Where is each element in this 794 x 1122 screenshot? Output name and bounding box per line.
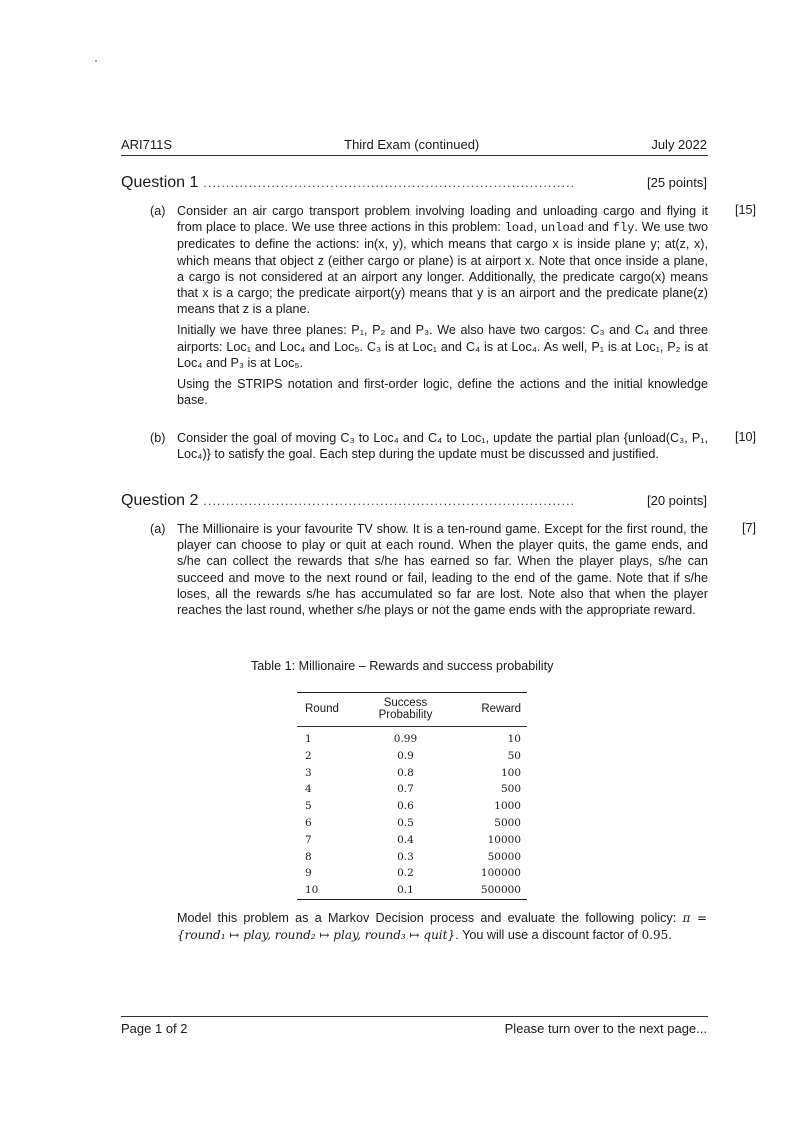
text: . You will use a discount factor of	[455, 928, 642, 942]
course-code: ARI711S	[121, 137, 173, 152]
round-cell: 1	[305, 733, 312, 745]
part-label: (a)	[150, 522, 166, 536]
table-row	[297, 849, 527, 866]
paragraph: The Millionaire is your favourite TV show. It is a ten-round game. Except for the first round, the player can choose to play or quit at each round. When the player quits, the game ends, and s/he can collect the rewards that s/he has earned so far. When the player plays, s/he can succeed and move to the next round or fail, leading to the end of the game. Note that if s/he loses, all the rewards s/he has accumulated so far are lost. Note also that when the player reaches the last round, whether s/he plays or not the game ends with the appropriate reward.	[177, 522, 708, 618]
paragraph	[177, 203, 708, 317]
reward-cell: 100000	[480, 867, 521, 880]
rewards-table	[297, 692, 527, 900]
reward-cell: 1000	[494, 800, 521, 813]
question-1b	[150, 430, 708, 467]
column-header: Reward	[459, 693, 527, 727]
reward-cell: 5000	[494, 816, 521, 829]
part-body	[177, 203, 708, 408]
table-row	[297, 727, 527, 748]
policy-expression: π = {round₁ ↦ play, round₂ ↦ play, round₃ ↦ quit}	[177, 911, 707, 942]
text: .	[668, 928, 672, 942]
part-body	[177, 521, 708, 618]
part-marks: [10]	[735, 430, 757, 444]
action-fly: fly	[612, 221, 635, 236]
question-title: Question 1	[121, 174, 199, 191]
text: and	[584, 220, 613, 235]
question-1-heading	[121, 174, 707, 192]
reward-cell: 500	[500, 783, 521, 796]
table-row	[297, 832, 527, 849]
reward-cell: 100	[500, 766, 521, 779]
round-cell: 8	[305, 850, 312, 863]
question-1a	[150, 203, 708, 413]
discount-factor: 0.95	[641, 928, 669, 942]
round-cell: 2	[305, 749, 312, 762]
table-row	[297, 865, 527, 882]
round-cell: 5	[305, 800, 312, 813]
part-marks: [15]	[735, 203, 757, 217]
column-header: Success Probability	[352, 693, 459, 727]
part-label: (b)	[150, 431, 166, 445]
table-caption: Table 1: Millionaire – Rewards and success probability	[251, 659, 554, 673]
exam-date: July 2022	[651, 137, 707, 152]
paragraph: Consider the goal of moving C₃ to Loc₄ and C₄ to Loc₁, update the partial plan {unload(C₃, P₁, Loc₄)} to satisfy the goal. Each step during the update must be discussed and justified.	[177, 431, 708, 462]
continue-note: Please turn over to the next page...	[504, 1021, 707, 1036]
round-cell: 4	[305, 783, 312, 796]
page-number: Page 1 of 2	[121, 1021, 188, 1036]
probability-cell: 0.3	[397, 850, 414, 863]
reward-cell: 500000	[480, 884, 521, 897]
part-label: (a)	[150, 204, 166, 218]
probability-cell: 0.5	[397, 816, 414, 829]
page-footer	[121, 1021, 707, 1036]
part-marks: [7]	[742, 521, 757, 535]
table-row	[297, 798, 527, 815]
round-cell: 9	[305, 867, 312, 880]
table-row	[297, 815, 527, 832]
question-title: Question 2	[121, 492, 199, 509]
text: Model this problem as a Markov Decision process and evaluate the following policy:	[177, 911, 683, 925]
action-load: load	[504, 221, 534, 236]
probability-cell: 0.4	[397, 833, 414, 846]
leader-dots: ..................................................................................	[203, 494, 576, 508]
column-header: Round	[297, 693, 352, 727]
probability-cell: 0.99	[393, 733, 418, 745]
probability-cell: 0.2	[397, 867, 414, 880]
footer-rule	[121, 1016, 708, 1017]
probability-cell: 0.9	[397, 749, 414, 762]
question-points: [25 points]	[647, 175, 707, 190]
text: . We use two predicates to define the actions: in(x, y), which means that cargo x is inside plane y; at(z, x), which means that object z (either cargo or plane) is at airport x. Note that once inside a plane, a cargo is not considered at an airport any longer. Additionally, the predicate cargo(x) means that x is a cargo; the predicate airport(y) means that y is an airport and the predicate plane(z) means that z is a plane.	[177, 220, 709, 317]
text: Consider an air cargo transport problem involving loading and unloading cargo and flying it from place to place. We use three actions in this problem:	[177, 204, 708, 235]
reward-cell: 10	[507, 733, 521, 745]
round-cell: 3	[305, 766, 312, 779]
table-row	[297, 882, 527, 899]
table-row	[297, 765, 527, 782]
mdp-instructions	[177, 910, 707, 944]
probability-cell: 0.1	[397, 884, 414, 897]
part-body	[177, 430, 708, 462]
reward-cell: 50000	[487, 850, 521, 863]
leader-dots: ..................................................................................	[203, 176, 576, 190]
table-row	[297, 748, 527, 765]
table-header-row	[297, 693, 527, 727]
text: ,	[533, 220, 541, 235]
exam-title: Third Exam (continued)	[344, 137, 480, 152]
question-2-heading	[121, 492, 707, 510]
probability-cell: 0.6	[397, 800, 414, 813]
header-rule	[121, 155, 708, 156]
reward-cell: 10000	[487, 833, 521, 846]
probability-cell: 0.8	[397, 766, 414, 779]
paragraph: Initially we have three planes: P₁, P₂ and P₃. We also have two cargos: C₃ and C₄ and three airports: Loc₁ and Loc₄ and Loc₅. C₃ is at Loc₁ and C₄ is at Loc₄. As well, P₁ is at Loc₁, P₂ is at Loc₄ and P₃ is at Loc₅.	[177, 323, 708, 370]
round-cell: 6	[305, 816, 312, 829]
question-2a	[150, 521, 708, 623]
probability-cell: 0.7	[397, 783, 414, 796]
reward-cell: 50	[507, 749, 521, 762]
action-unload: unload	[540, 221, 585, 236]
round-cell: 10	[305, 884, 319, 897]
question-points: [20 points]	[647, 493, 707, 508]
scan-speck	[95, 60, 97, 62]
round-cell: 7	[305, 833, 312, 846]
page-header	[121, 137, 707, 152]
table-row	[297, 781, 527, 798]
paragraph: Using the STRIPS notation and first-order logic, define the actions and the initial knowledge base.	[177, 377, 708, 408]
